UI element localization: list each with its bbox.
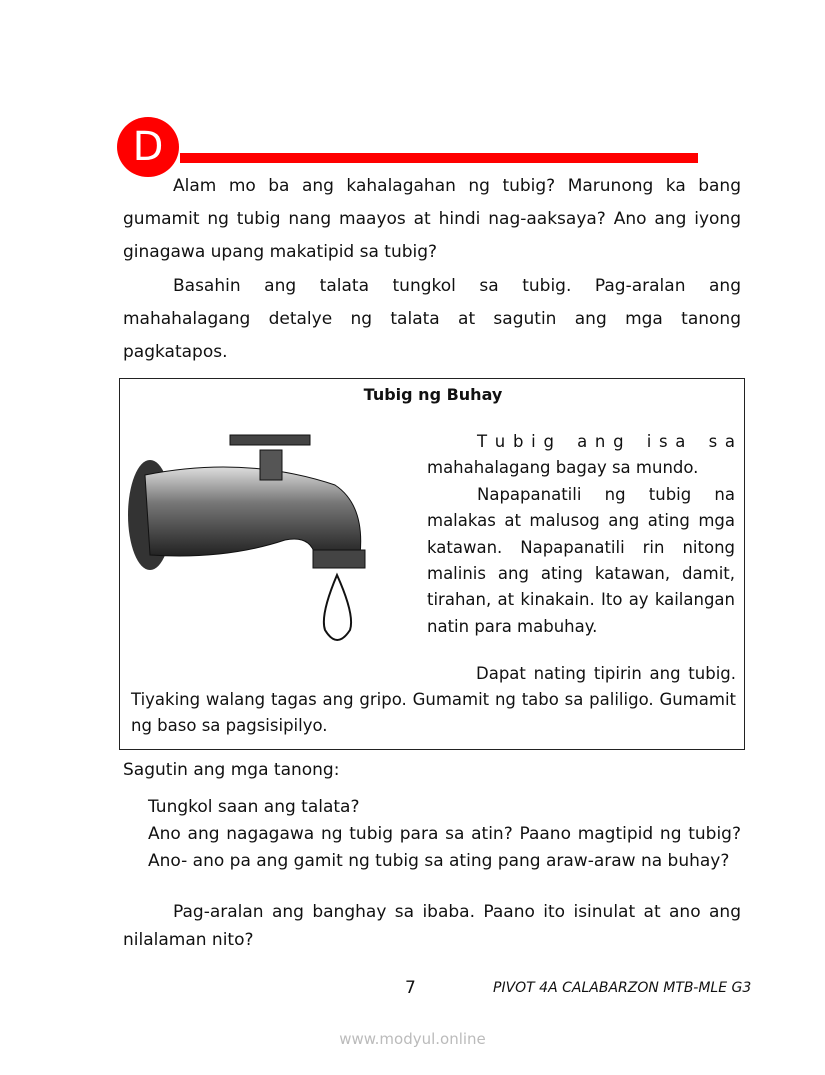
question-item: Ano ang nagagawa ng tubig para sa atin? Paano magtipid ng tubig? Ano- ano pa ang gamit ng tubig sa ating pang araw-araw na buhay? <box>148 824 741 871</box>
faucet-drop-illustration <box>125 415 415 660</box>
questions-heading: Sagutin ang mga tanong: <box>123 760 340 780</box>
outro-paragraph <box>123 898 741 954</box>
watermark: www.modyul.online <box>339 1030 486 1048</box>
reading-text-2: Napapanatili ng tubig na malakas at malusog ang ating mga katawan. Napapanatili rin nitong malinis ang ating katawan, damit, tirahan, at kinakain. Ito ay kailangan natin para mabuhay. <box>427 484 735 636</box>
series-label: PIVOT 4A CALABARZON MTB-MLE G3 <box>493 980 752 996</box>
question-item: Tungkol saan ang talata? <box>148 797 360 817</box>
intro-text-2: Basahin ang talata tungkol sa tubig. Pag-aralan ang mahahalagang detalye ng talata at sagutin ang mga tanong pagkatapos. <box>123 276 741 362</box>
intro-paragraph-1 <box>123 170 741 269</box>
reading-paragraph-3 <box>131 661 736 739</box>
reading-text-1: T u b i g a n g i s a s a mahahalagang bagay sa mundo. <box>427 432 741 478</box>
questions-list <box>148 794 741 875</box>
reading-paragraph-2 <box>427 482 735 640</box>
outro-text: Pag-aralan ang banghay sa ibaba. Paano ito isinulat at ano ang nilalaman nito? <box>123 902 741 950</box>
section-badge: D <box>117 117 179 177</box>
intro-paragraph-2 <box>123 270 741 369</box>
reading-box <box>119 378 745 750</box>
reading-paragraph-1 <box>427 429 741 482</box>
page-number: 7 <box>405 978 416 998</box>
section-rule <box>180 153 698 163</box>
reading-title: Tubig ng Buhay <box>363 385 503 404</box>
intro-text-1: Alam mo ba ang kahalagahan ng tubig? Marunong ka bang gumamit ng tubig nang maayos at hindi nag-aaksaya? Ano ang iyong ginagawa upang makatipid sa tubig? <box>123 176 741 262</box>
reading-column <box>427 429 741 640</box>
reading-text-3: Dapat nating tipirin ang tubig. Tiyaking walang tagas ang gripo. Gumamit ng tabo sa paliligo. Gumamit ng baso sa pagsisipilyo. <box>131 664 736 735</box>
